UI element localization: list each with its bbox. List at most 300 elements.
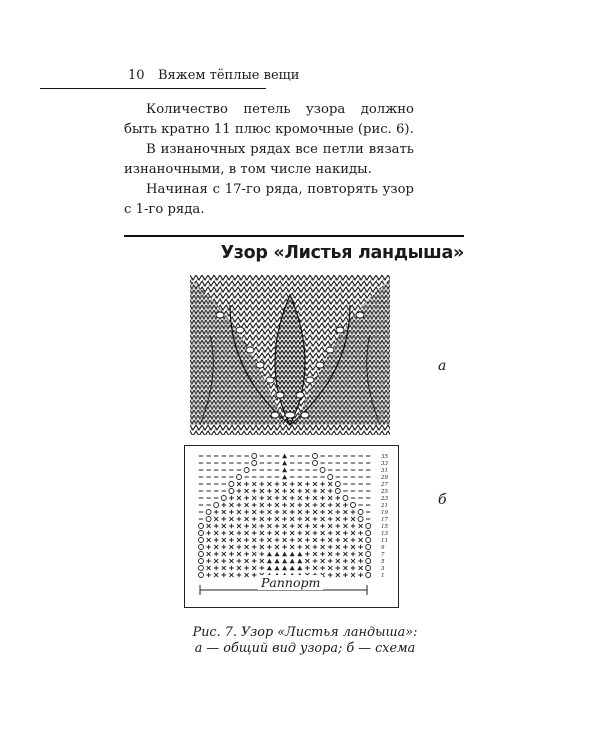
chart-cross-symbol — [222, 524, 226, 528]
chart-knit-symbol — [358, 573, 363, 578]
chart-cross-symbol — [343, 510, 347, 514]
chart-knit-symbol — [252, 517, 257, 522]
chart-cross-symbol — [321, 531, 325, 535]
chart-yarnover-symbol — [199, 545, 204, 550]
chart-knit-symbol — [343, 545, 348, 550]
chart-yarnover-symbol — [199, 566, 204, 571]
chart-knit-symbol — [320, 566, 325, 571]
chart-knit-symbol — [244, 510, 249, 515]
chart-decrease-symbol — [267, 559, 272, 564]
chart-knit-symbol — [305, 552, 310, 557]
chart-cross-symbol — [321, 545, 325, 549]
chart-knit-symbol — [237, 573, 242, 578]
chart-knit-symbol — [229, 496, 234, 501]
chart-yarnover-symbol — [214, 503, 219, 508]
chart-knit-symbol — [244, 524, 249, 529]
chart-yarnover-symbol — [366, 524, 371, 529]
chart-decrease-symbol — [282, 475, 287, 480]
chart-knit-symbol — [351, 538, 356, 543]
chart-cross-symbol — [305, 531, 309, 535]
chart-knit-symbol — [320, 552, 325, 557]
chart-cross-symbol — [214, 573, 218, 577]
chart-cross-symbol — [222, 552, 226, 556]
chart-yarnover-symbol — [199, 524, 204, 529]
chart-row-number: 31 — [381, 468, 388, 474]
chart-cross-symbol — [229, 531, 233, 535]
chart-decrease-symbol — [275, 552, 280, 557]
chart-cross-symbol — [237, 510, 241, 514]
chart-cross-symbol — [245, 573, 249, 577]
chart-cross-symbol — [283, 510, 287, 514]
body-text — [124, 100, 414, 220]
chart-knit-symbol — [214, 538, 219, 543]
chart-cross-symbol — [214, 545, 218, 549]
chart-yarnover-symbol — [199, 538, 204, 543]
chart-decrease-symbol — [290, 552, 295, 557]
chart-yarnover-symbol — [351, 503, 356, 508]
chart-row-number: 21 — [381, 503, 388, 509]
chart-cross-symbol — [305, 517, 309, 521]
chart-knit-symbol — [320, 510, 325, 515]
chart-cross-symbol — [229, 517, 233, 521]
chart-row-number: 17 — [381, 517, 388, 523]
chart-knit-symbol — [305, 510, 310, 515]
chart-cross-symbol — [328, 566, 332, 570]
chart-decrease-symbol — [282, 461, 287, 466]
chart-knit-symbol — [275, 482, 280, 487]
chart-row-number: 13 — [381, 531, 388, 537]
chart-cross-symbol — [267, 482, 271, 486]
chart-cross-symbol — [283, 482, 287, 486]
chart-cross-symbol — [237, 566, 241, 570]
chart-cross-symbol — [245, 545, 249, 549]
chart-knit-symbol — [260, 524, 265, 529]
chart-knit-symbol — [237, 517, 242, 522]
chart-decrease-symbol — [290, 559, 295, 564]
chart-knit-symbol — [229, 524, 234, 529]
chart-knit-symbol — [358, 559, 363, 564]
chart-cross-symbol — [252, 496, 256, 500]
chart-cross-symbol — [343, 552, 347, 556]
chart-cross-symbol — [229, 545, 233, 549]
chart-yarnover-symbol — [244, 468, 249, 473]
chart-knit-symbol — [244, 552, 249, 557]
chart-row-number: 25 — [381, 489, 388, 495]
chart-knit-symbol — [275, 510, 280, 515]
chart-cross-symbol — [321, 503, 325, 507]
chart-cross-symbol — [260, 517, 264, 521]
chart-knit-symbol — [336, 524, 341, 529]
chart-knit-symbol — [320, 524, 325, 529]
chart-knit-symbol — [260, 566, 265, 571]
chart-cross-symbol — [328, 538, 332, 542]
chart-cross-symbol — [207, 524, 211, 528]
chart-cross-symbol — [283, 524, 287, 528]
chart-cross-symbol — [328, 496, 332, 500]
chart-cross-symbol — [252, 552, 256, 556]
chart-cross-symbol — [252, 510, 256, 514]
chart-cross-symbol — [207, 538, 211, 542]
chart-knit-symbol — [252, 545, 257, 550]
chart-cross-symbol — [275, 489, 279, 493]
chart-row-number: 5 — [381, 559, 385, 565]
chart-knit-symbol — [229, 538, 234, 543]
chart-cross-symbol — [267, 510, 271, 514]
chart-cross-symbol — [336, 503, 340, 507]
figure-label-b: б — [438, 492, 447, 508]
chart-knit-symbol — [237, 531, 242, 536]
chart-cross-symbol — [252, 482, 256, 486]
chart-row-number: 23 — [381, 496, 388, 502]
chart-knit-symbol — [336, 552, 341, 557]
chart-knit-symbol — [206, 573, 211, 578]
chart-cross-symbol — [298, 538, 302, 542]
chart-yarnover-symbol — [358, 510, 363, 515]
chart-decrease-symbol — [297, 566, 302, 571]
chart-cross-symbol — [207, 552, 211, 556]
chart-cross-symbol — [336, 573, 340, 577]
chart-knit-symbol — [282, 503, 287, 508]
chart-cross-symbol — [229, 503, 233, 507]
chart-cross-symbol — [260, 559, 264, 563]
chart-knit-symbol — [305, 496, 310, 501]
chart-knit-symbol — [320, 538, 325, 543]
chart-yarnover-symbol — [206, 510, 211, 515]
chart-cross-symbol — [229, 573, 233, 577]
chart-yarnover-symbol — [313, 461, 318, 466]
chart-knit-symbol — [336, 496, 341, 501]
chart-cross-symbol — [328, 524, 332, 528]
chart-knit-symbol — [328, 573, 333, 578]
section-rule — [124, 235, 464, 237]
chart-knit-symbol — [214, 524, 219, 529]
chart-knit-symbol — [336, 538, 341, 543]
paragraph-purl-rows: В изнаночных рядах все петли вязать изнаночными, в том числе накиды. — [124, 142, 414, 177]
chart-knit-symbol — [358, 531, 363, 536]
chart-cross-symbol — [275, 545, 279, 549]
chart-cross-symbol — [252, 538, 256, 542]
chart-yarnover-symbol — [358, 517, 363, 522]
chart-cross-symbol — [305, 545, 309, 549]
chart-cross-symbol — [298, 482, 302, 486]
chart-knit-symbol — [206, 559, 211, 564]
chart-row-number: 11 — [381, 538, 388, 544]
chart-knit-symbol — [237, 489, 242, 494]
chart-cross-symbol — [321, 489, 325, 493]
chart-cross-symbol — [252, 524, 256, 528]
chart-knit-symbol — [336, 566, 341, 571]
chart-knit-symbol — [305, 538, 310, 543]
chart-yarnover-symbol — [366, 566, 371, 571]
chart-knit-symbol — [290, 482, 295, 487]
chart-decrease-symbol — [275, 566, 280, 571]
chart-knit-symbol — [275, 524, 280, 529]
chart-cross-symbol — [343, 538, 347, 542]
chart-row-number: 7 — [381, 552, 385, 558]
chart-knit-symbol — [328, 489, 333, 494]
chart-knit-symbol — [328, 531, 333, 536]
chart-knit-symbol — [229, 510, 234, 515]
chart-cross-symbol — [267, 496, 271, 500]
chart-yarnover-symbol — [221, 496, 226, 501]
chart-cross-symbol — [290, 545, 294, 549]
chart-row-number: 35 — [381, 454, 388, 460]
chart-yarnover-symbol — [199, 552, 204, 557]
chart-yarnover-symbol — [366, 538, 371, 543]
chart-yarnover-symbol — [366, 559, 371, 564]
chart-knit-symbol — [252, 489, 257, 494]
chart-knit-symbol — [244, 566, 249, 571]
chart-yarnover-symbol — [335, 489, 340, 494]
chart-knit-symbol — [244, 538, 249, 543]
chart-knit-symbol — [267, 517, 272, 522]
chart-knit-symbol — [275, 538, 280, 543]
chart-knit-symbol — [260, 482, 265, 487]
chart-yarnover-symbol — [199, 573, 204, 578]
page-header — [40, 68, 300, 89]
chart-knit-symbol — [343, 517, 348, 522]
chart-cross-symbol — [305, 559, 309, 563]
chart-knit-symbol — [260, 538, 265, 543]
chart-knit-symbol — [222, 531, 227, 536]
chart-knit-symbol — [305, 524, 310, 529]
chart-yarnover-symbol — [229, 489, 234, 494]
chart-knit-symbol — [267, 531, 272, 536]
chart-knit-symbol — [298, 545, 303, 550]
chart-cross-symbol — [298, 524, 302, 528]
chart-knit-symbol — [298, 489, 303, 494]
chart-knit-symbol — [351, 552, 356, 557]
chart-knit-symbol — [206, 531, 211, 536]
page-number: 10 — [128, 68, 145, 83]
chart-knit-symbol — [214, 552, 219, 557]
chart-decrease-symbol — [282, 559, 287, 564]
chart-knit-symbol — [328, 503, 333, 508]
running-title: Вяжем тёплые вещи — [158, 68, 300, 83]
chart-decrease-symbol — [275, 559, 280, 564]
chart-cross-symbol — [359, 538, 363, 542]
chart-cross-symbol — [290, 489, 294, 493]
chart-knit-symbol — [237, 503, 242, 508]
chart-cross-symbol — [351, 517, 355, 521]
chart-knit-symbol — [244, 496, 249, 501]
chart-knit-symbol — [298, 503, 303, 508]
chart-knit-symbol — [351, 566, 356, 571]
chart-cross-symbol — [328, 510, 332, 514]
section-title: Узор «Листья ландыша» — [220, 243, 464, 263]
chart-row-number: 33 — [381, 461, 388, 467]
chart-knit-symbol — [320, 482, 325, 487]
chart-yarnover-symbol — [343, 496, 348, 501]
chart-yarnover-symbol — [237, 475, 242, 480]
chart-knit-symbol — [336, 510, 341, 515]
chart-cross-symbol — [336, 531, 340, 535]
chart-row-number: 19 — [381, 510, 388, 516]
chart-knit-symbol — [206, 545, 211, 550]
chart-decrease-symbol — [282, 454, 287, 459]
chart-cross-symbol — [328, 552, 332, 556]
chart-cross-symbol — [214, 517, 218, 521]
chart-cross-symbol — [336, 517, 340, 521]
chart-cross-symbol — [260, 531, 264, 535]
chart-cross-symbol — [351, 545, 355, 549]
chart-cross-symbol — [290, 517, 294, 521]
caption-line-2: а — общий вид узора; б — схема — [194, 641, 416, 656]
chart-knit-symbol — [252, 559, 257, 564]
chart-knit-symbol — [290, 510, 295, 515]
chart-cross-symbol — [343, 524, 347, 528]
chart-cross-symbol — [245, 517, 249, 521]
chart-yarnover-symbol — [252, 454, 257, 459]
chart-cross-symbol — [313, 482, 317, 486]
chart-cross-symbol — [290, 503, 294, 507]
chart-cross-symbol — [313, 496, 317, 500]
chart-yarnover-symbol — [320, 468, 325, 473]
chart-knit-symbol — [305, 482, 310, 487]
chart-yarnover-symbol — [366, 573, 371, 578]
chart-cross-symbol — [260, 545, 264, 549]
chart-yarnover-symbol — [206, 517, 211, 522]
knit-pattern-illustration — [190, 275, 390, 435]
chart-cross-symbol — [321, 517, 325, 521]
chart-cross-symbol — [298, 496, 302, 500]
chart-cross-symbol — [313, 552, 317, 556]
chart-knit-symbol — [351, 510, 356, 515]
chart-yarnover-symbol — [335, 482, 340, 487]
chart-knit-symbol — [260, 496, 265, 501]
chart-cross-symbol — [214, 559, 218, 563]
chart-cross-symbol — [351, 573, 355, 577]
chart-cross-symbol — [245, 503, 249, 507]
chart-knit-symbol — [260, 510, 265, 515]
chart-knit-symbol — [222, 503, 227, 508]
chart-cross-symbol — [237, 496, 241, 500]
chart-knit-symbol — [328, 545, 333, 550]
chart-knit-symbol — [260, 552, 265, 557]
chart-cross-symbol — [343, 566, 347, 570]
chart-decrease-symbol — [282, 552, 287, 557]
chart-cross-symbol — [237, 552, 241, 556]
chart-cross-symbol — [359, 566, 363, 570]
chart-knit-symbol — [313, 559, 318, 564]
chart-knit-symbol — [320, 496, 325, 501]
chart-knit-symbol — [328, 559, 333, 564]
chart-cross-symbol — [321, 559, 325, 563]
chart-decrease-symbol — [290, 566, 295, 571]
chart-row-number: 3 — [381, 566, 385, 572]
chart-knit-symbol — [313, 545, 318, 550]
chart-knit-symbol — [214, 566, 219, 571]
figure-label-a: а — [438, 358, 447, 374]
chart-knit-symbol — [252, 573, 257, 578]
chart-row-number: 15 — [381, 524, 388, 530]
chart-cross-symbol — [283, 538, 287, 542]
chart-yarnover-symbol — [199, 531, 204, 536]
chart-decrease-symbol — [282, 468, 287, 473]
chart-knit-symbol — [343, 503, 348, 508]
chart-cross-symbol — [351, 559, 355, 563]
chart-cross-symbol — [275, 531, 279, 535]
chart-cross-symbol — [222, 538, 226, 542]
chart-cross-symbol — [245, 559, 249, 563]
chart-cross-symbol — [305, 489, 309, 493]
chart-cross-symbol — [275, 503, 279, 507]
chart-knit-symbol — [313, 503, 318, 508]
chart-knit-symbol — [237, 545, 242, 550]
chart-knit-symbol — [267, 503, 272, 508]
chart-knit-symbol — [252, 503, 257, 508]
chart-yarnover-symbol — [252, 461, 257, 466]
chart-knit-symbol — [229, 552, 234, 557]
chart-cross-symbol — [336, 559, 340, 563]
chart-cross-symbol — [214, 531, 218, 535]
chart-row-number: 1 — [381, 573, 385, 579]
chart-knit-symbol — [267, 545, 272, 550]
chart-knit-symbol — [222, 573, 227, 578]
chart-decrease-symbol — [282, 566, 287, 571]
chart-cross-symbol — [313, 510, 317, 514]
chart-cross-symbol — [252, 566, 256, 570]
chart-yarnover-symbol — [313, 454, 318, 459]
chart-knit-symbol — [275, 496, 280, 501]
chart-knit-symbol — [282, 545, 287, 550]
chart-cross-symbol — [275, 517, 279, 521]
chart-knit-symbol — [282, 517, 287, 522]
chart-cross-symbol — [267, 538, 271, 542]
chart-cross-symbol — [283, 496, 287, 500]
chart-row-number: 9 — [381, 545, 385, 551]
chart-cross-symbol — [313, 538, 317, 542]
chart-cross-symbol — [328, 482, 332, 486]
chart-cross-symbol — [359, 524, 363, 528]
rapport-label: Раппорт — [258, 575, 323, 590]
chart-cross-symbol — [222, 510, 226, 514]
chart-cross-symbol — [351, 531, 355, 535]
chart-cross-symbol — [245, 489, 249, 493]
chart-knit-symbol — [313, 531, 318, 536]
chart-knit-symbol — [282, 489, 287, 494]
chart-cross-symbol — [359, 552, 363, 556]
chart-knit-symbol — [351, 524, 356, 529]
chart-knit-symbol — [252, 531, 257, 536]
chart-yarnover-symbol — [328, 475, 333, 480]
chart-cross-symbol — [245, 531, 249, 535]
chart-row-number: 29 — [381, 475, 388, 481]
chart-yarnover-symbol — [366, 545, 371, 550]
chart-decrease-symbol — [297, 559, 302, 564]
chart-cross-symbol — [290, 531, 294, 535]
chart-knit-symbol — [343, 559, 348, 564]
chart-knit-symbol — [222, 559, 227, 564]
chart-knit-symbol — [328, 517, 333, 522]
chart-cross-symbol — [237, 538, 241, 542]
chart-knit-symbol — [290, 538, 295, 543]
chart-cross-symbol — [237, 482, 241, 486]
chart-yarnover-symbol — [199, 559, 204, 564]
chart-knit-symbol — [305, 566, 310, 571]
chart-row-number: 27 — [381, 482, 388, 488]
chart-cross-symbol — [313, 524, 317, 528]
chart-cross-symbol — [298, 510, 302, 514]
chart-cross-symbol — [222, 566, 226, 570]
chart-cross-symbol — [305, 503, 309, 507]
chart-decrease-symbol — [297, 552, 302, 557]
chart-knit-symbol — [290, 496, 295, 501]
chart-knit-symbol — [282, 531, 287, 536]
chart-cross-symbol — [260, 503, 264, 507]
chart-knit-symbol — [343, 573, 348, 578]
chart-knit-symbol — [313, 517, 318, 522]
